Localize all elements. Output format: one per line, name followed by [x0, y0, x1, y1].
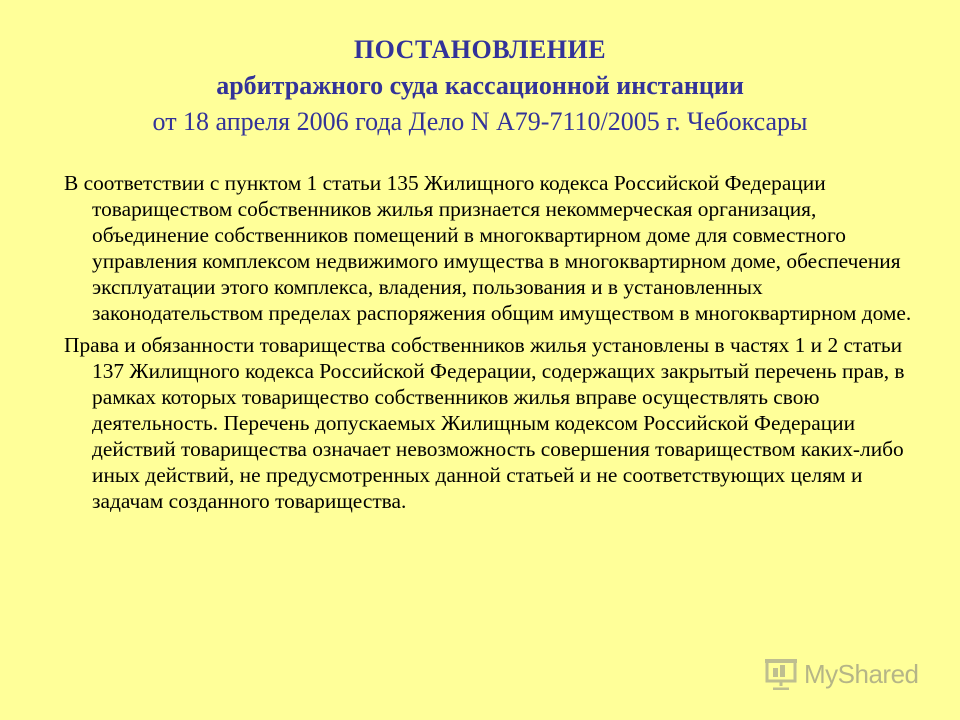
- paragraph-1: В соответствии с пунктом 1 статьи 135 Жилищного кодекса Российской Федерации товариществом собственников жилья признается некоммерческая организация, объединение собственников помещений в многоквартирном доме для совместного управления комплексом недвижимого имущества в многоквартирном доме, обеспечения эксплуатации этого комплекса, владения, пользования и в установленных законодательством пределах распоряжения общим имуществом в многоквартирном доме.: [64, 171, 912, 325]
- projector-screen-icon: [764, 658, 798, 690]
- paragraph-2: Права и обязанности товарищества собственников жилья установлены в частях 1 и 2 статьи 137 Жилищного кодекса Российской Федерации, содержащих закрытый перечень прав, в рамках которых товарищество собственников жилья вправе осуществлять свою деятельность. Перечень допускаемых Жилищным кодексом Российской Федерации действий товарищества означает невозможность совершения товариществом каких-либо иных действий, не предусмотренных данной статьей и не соответствующих целям и задачам созданного товарищества.: [64, 333, 905, 513]
- court-name-heading: арбитражного суда кассационной инстанции: [216, 71, 744, 100]
- slide-body: [64, 170, 934, 520]
- slide-title: [0, 32, 960, 140]
- case-info-heading: от 18 апреля 2006 года Дело N А79-7110/2005 г. Чебоксары: [152, 107, 808, 136]
- document-type-heading: ПОСТАНОВЛЕНИЕ: [353, 35, 607, 64]
- watermark-text: MyShared: [804, 658, 919, 689]
- watermark-logo: [764, 656, 934, 692]
